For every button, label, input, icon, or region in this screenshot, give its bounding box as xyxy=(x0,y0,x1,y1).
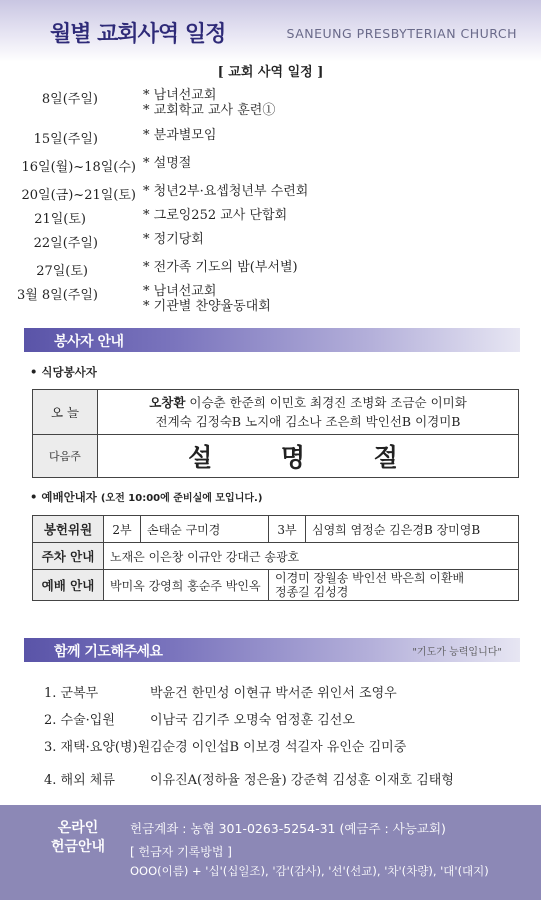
today-names-line1: 이승춘 한준희 이민호 최경진 조병화 조금순 이미화 xyxy=(185,395,467,410)
table-row xyxy=(33,390,519,435)
schedule-date: 20일(금)~21일(토) xyxy=(21,188,136,203)
worship-guide-names-b xyxy=(269,570,519,601)
prayer-item-label: 3. 재택·요양(병)원 xyxy=(44,740,151,755)
offering-part3-names: 심영희 염정순 김은경B 장미영B xyxy=(306,516,519,543)
schedule-events xyxy=(143,284,271,314)
prayer-item-names: 이남국 김기주 오명숙 엄정훈 김선오 xyxy=(150,713,355,728)
next-week-label: 다음주 xyxy=(33,435,98,478)
kitchen-volunteers-label: • 식당봉사자 xyxy=(30,365,97,379)
schedule-events xyxy=(143,184,308,199)
prayer-item-names: 박윤건 한민성 이현규 박서준 위인서 조영우 xyxy=(150,686,397,701)
offering-committee-label: 봉헌위원 xyxy=(33,516,104,543)
prayer-item-names: 김순경 이인섭B 이보경 석길자 유인순 김미중 xyxy=(150,740,407,755)
online-offering-title-line2: 헌금안내 xyxy=(50,839,106,855)
schedule-date: 15일(주일) xyxy=(33,132,98,147)
ushers-note: (오전 10:00에 준비실에 모입니다.) xyxy=(100,493,263,504)
schedule-events xyxy=(143,128,216,143)
schedule-event: * 교회학교 교사 훈련① xyxy=(143,103,276,118)
schedule-events xyxy=(143,232,204,247)
schedule-date: 8일(주일) xyxy=(41,92,98,107)
schedule-event: * 정기당회 xyxy=(143,232,204,247)
schedule-date: 27일(토) xyxy=(36,264,88,279)
offering-method-title: [ 헌금자 기록방법 ] xyxy=(130,845,232,859)
prayer-note: "기도가 능력입니다" xyxy=(412,647,502,658)
offering-part2-names: 손태순 구미경 xyxy=(141,516,269,543)
today-lead-name: 오창환 xyxy=(149,395,186,410)
schedule-date: 22일(주일) xyxy=(33,236,98,251)
ushers-label xyxy=(30,489,262,505)
prayer-section-title: 함께 기도해주세요 xyxy=(54,644,163,660)
kitchen-volunteers-table xyxy=(32,389,519,478)
offering-part3-label: 3부 xyxy=(269,516,306,543)
table-row xyxy=(33,516,519,543)
prayer-item-label: 1. 군복무 xyxy=(44,686,99,701)
online-offering-title xyxy=(44,819,112,857)
schedule-event: * 남녀선교회 xyxy=(143,284,217,299)
page-title: 월별 교회사역 일정 xyxy=(50,21,226,47)
schedule-date: 16일(월)~18일(수) xyxy=(21,160,136,175)
worship-guide-names-b-line2: 정종길 김성경 xyxy=(275,585,349,599)
table-row xyxy=(33,570,519,601)
church-name: SANEUNG PRESBYTERIAN CHURCH xyxy=(286,26,517,41)
schedule-event: * 그로잉252 교사 단합회 xyxy=(143,208,288,223)
online-offering-footer xyxy=(0,805,541,900)
prayer-item-label: 4. 해외 체류 xyxy=(44,773,115,788)
schedule-event: * 설명절 xyxy=(143,156,192,171)
table-row xyxy=(33,435,519,478)
volunteers-section-title: 봉사자 안내 xyxy=(54,334,124,350)
page-header xyxy=(0,0,541,62)
schedule-event: * 남녀선교회 xyxy=(143,88,217,103)
online-offering-title-line1: 온라인 xyxy=(57,820,99,836)
schedule-event: * 분과별모임 xyxy=(143,128,217,143)
today-names xyxy=(98,390,519,435)
ushers-label-text: • 예배안내자 xyxy=(30,490,97,504)
offering-part2-label: 2부 xyxy=(104,516,141,543)
today-names-line2: 전계숙 김정숙B 노지애 김소나 조은희 박인선B 이경미B xyxy=(155,414,461,429)
ushers-table xyxy=(32,515,519,601)
schedule-event: * 기관별 찬양율동대회 xyxy=(143,299,271,314)
schedule-events xyxy=(143,208,287,223)
prayer-item-names: 이유진A(정하율 정은율) 강준혁 김성훈 이재호 김태형 xyxy=(150,773,454,788)
schedule-events xyxy=(143,260,298,275)
schedule-heading: [ 교회 사역 일정 ] xyxy=(217,65,324,80)
table-row xyxy=(33,543,519,570)
schedule-events xyxy=(143,88,275,118)
schedule-event: * 전가족 기도의 밤(부서별) xyxy=(143,260,298,275)
parking-names: 노재은 이은창 이규안 강대근 송광호 xyxy=(104,543,519,570)
schedule-event: * 청년2부·요셉청년부 수련회 xyxy=(143,184,309,199)
schedule-date: 3월 8일(주일) xyxy=(16,288,98,303)
prayer-item-label: 2. 수술·입원 xyxy=(44,713,115,728)
next-week-value: 설 명 절 xyxy=(98,435,519,478)
schedule-date: 21일(토) xyxy=(34,212,86,227)
worship-guide-label: 예배 안내 xyxy=(33,570,104,601)
today-label: 오 늘 xyxy=(33,390,98,435)
parking-label: 주차 안내 xyxy=(33,543,104,570)
worship-guide-names-b-line1: 이경미 장월송 박인선 박은희 이환배 xyxy=(275,571,465,585)
schedule-events xyxy=(143,156,191,171)
volunteers-section-bar xyxy=(24,328,520,352)
offering-method: OOO(이름) + '십'(십일조), '감'(감사), '선'(선교), '차'(차량), '대'(대지) xyxy=(130,864,489,878)
worship-guide-names-a: 박미옥 강영희 홍순주 박인옥 xyxy=(104,570,269,601)
prayer-section-bar xyxy=(24,638,520,662)
offering-account: 헌금계좌 : 농협 301-0263-5254-31 (예금주 : 사능교회) xyxy=(130,821,446,836)
